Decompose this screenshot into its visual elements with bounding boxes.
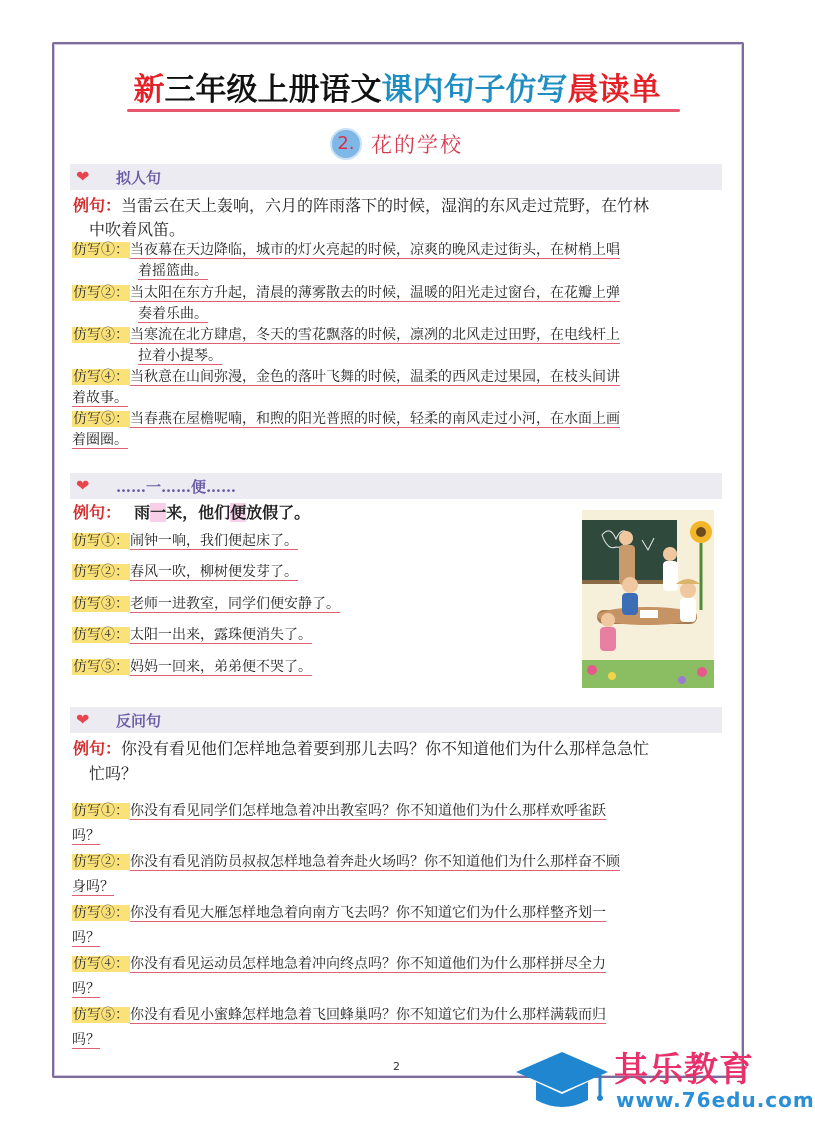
title-underline xyxy=(127,109,680,112)
title-part-grade: 三年级上册语文 xyxy=(164,72,382,108)
imitation-text: 当寒流在北方肆虐，冬天的雪花飘落的时候，凛冽的北风走过田野，在电线杆上 xyxy=(130,327,620,343)
imitation-text: 奏着乐曲。 xyxy=(138,306,208,322)
example-part: 放假了。 xyxy=(246,503,311,522)
imitation-tag: 仿写①： xyxy=(73,803,129,819)
imitation-text: 闹钟一响，我们便起床了。 xyxy=(130,533,298,549)
imitation-item-cont xyxy=(72,877,114,898)
example-label: 例句： xyxy=(73,196,122,215)
section-title: 反问句 xyxy=(116,712,162,730)
imitation-text: 身吗？ xyxy=(72,879,114,895)
lesson-subtitle xyxy=(0,128,793,160)
page-title xyxy=(52,64,742,109)
imitation-text: 吗？ xyxy=(72,828,100,844)
imitation-item-cont xyxy=(72,979,100,1000)
example-sentence xyxy=(73,193,649,218)
heart-icon: ❤ xyxy=(76,476,90,495)
imitation-item xyxy=(72,954,606,975)
imitation-item xyxy=(72,625,312,646)
imitation-item-cont xyxy=(72,928,100,949)
example-keyword: 便 xyxy=(230,503,247,522)
example-part: 来，他们 xyxy=(166,503,231,522)
imitation-item-cont xyxy=(72,388,128,409)
imitation-text: 拉着小提琴。 xyxy=(138,348,222,364)
imitation-tag: 仿写③： xyxy=(73,327,129,343)
example-sentence-cont xyxy=(89,217,185,242)
imitation-tag: 仿写③： xyxy=(73,596,129,612)
imitation-tag: 仿写②： xyxy=(73,854,129,870)
example-sentence xyxy=(73,736,649,761)
imitation-text: 吗？ xyxy=(72,930,100,946)
imitation-text: 吗？ xyxy=(72,1032,100,1048)
imitation-text: 当秋意在山间弥漫，金色的落叶飞舞的时候，温柔的西风走过果园，在枝头间讲 xyxy=(130,369,620,385)
imitation-text: 春风一吹，柳树便发芽了。 xyxy=(130,564,298,580)
imitation-text: 着故事。 xyxy=(72,390,128,406)
example-line: 当雷云在天上轰响，六月的阵雨落下的时候，湿润的东风走过荒野，在竹林 xyxy=(121,196,650,215)
imitation-item xyxy=(72,409,620,430)
imitation-item-cont xyxy=(72,430,128,451)
section-title: ……一……便…… xyxy=(116,478,237,496)
lesson-number-badge: 2. xyxy=(330,128,362,160)
imitation-text: 当太阳在东方升起，清晨的薄雾散去的时候，温暖的阳光走过窗台，在花瓣上弹 xyxy=(130,285,620,301)
example-line: 你没有看见他们怎样地急着要到那儿去吗？你不知道他们为什么那样急急忙 xyxy=(121,739,650,758)
imitation-text: 着圈圈。 xyxy=(72,432,128,448)
example-line: 忙吗？ xyxy=(89,764,138,783)
imitation-item xyxy=(72,801,606,822)
imitation-item xyxy=(72,240,620,261)
imitation-text: 你没有看见消防员叔叔怎样地急着奔赴火场吗？你不知道他们为什么那样奋不顾 xyxy=(130,854,620,870)
example-sentence xyxy=(73,500,310,525)
imitation-text: 吗？ xyxy=(72,981,100,997)
imitation-item-cont xyxy=(138,304,208,325)
example-label: 例句： xyxy=(73,739,122,758)
example-part: 雨 xyxy=(134,503,151,522)
graduation-cap-icon xyxy=(512,1046,612,1116)
imitation-tag: 仿写①： xyxy=(73,533,129,549)
imitation-item xyxy=(72,531,298,552)
imitation-text: 当春燕在屋檐呢喃，和煦的阳光普照的时候，轻柔的南风走过小河，在水面上画 xyxy=(130,411,620,427)
section-header-rhetorical-question xyxy=(70,707,722,733)
imitation-tag: 仿写④： xyxy=(73,369,129,385)
imitation-item xyxy=(72,367,620,388)
imitation-tag: 仿写①： xyxy=(73,242,129,258)
imitation-item xyxy=(72,852,620,873)
imitation-text: 老师一进教室，同学们便安静了。 xyxy=(130,596,340,612)
imitation-tag: 仿写③： xyxy=(73,905,129,921)
imitation-tag: 仿写②： xyxy=(73,285,129,301)
imitation-item-cont xyxy=(138,261,208,282)
classroom-illustration xyxy=(582,510,714,688)
imitation-tag: 仿写⑤： xyxy=(73,1007,129,1023)
imitation-item-cont xyxy=(72,1030,100,1051)
section-title: 拟人句 xyxy=(116,169,162,187)
title-part-new: 新 xyxy=(133,72,165,108)
imitation-tag: 仿写②： xyxy=(73,564,129,580)
example-sentence-cont xyxy=(89,761,137,786)
section-header-once-then xyxy=(70,473,722,499)
heart-icon: ❤ xyxy=(76,167,90,186)
imitation-item xyxy=(72,594,340,615)
imitation-item xyxy=(72,283,620,304)
heart-icon: ❤ xyxy=(76,710,90,729)
imitation-tag: 仿写⑤： xyxy=(73,659,129,675)
imitation-text: 妈妈一回来，弟弟便不哭了。 xyxy=(130,659,312,675)
imitation-text: 着摇篮曲。 xyxy=(138,263,208,279)
imitation-text: 当夜幕在天边降临，城市的灯火亮起的时候，凉爽的晚风走过街头，在树梢上唱 xyxy=(130,242,620,258)
title-part-topic: 课内句子仿写 xyxy=(381,72,568,108)
imitation-item-cont xyxy=(72,826,100,847)
imitation-tag: 仿写⑤： xyxy=(73,411,129,427)
page-number: 2 xyxy=(393,1060,400,1073)
example-keyword: 一 xyxy=(150,503,167,522)
imitation-tag: 仿写④： xyxy=(73,627,129,643)
imitation-text: 你没有看见同学们怎样地急着冲出教室吗？你不知道他们为什么那样欢呼雀跃 xyxy=(130,803,606,819)
imitation-text: 太阳一出来，露珠便消失了。 xyxy=(130,627,312,643)
brand-name: 其乐教育 xyxy=(614,1050,754,1090)
brand-url: www.76edu.com xyxy=(616,1088,815,1112)
example-label: 例句： xyxy=(73,503,122,522)
imitation-item xyxy=(72,657,312,678)
example-line: 中吹着风笛。 xyxy=(89,220,186,239)
imitation-tag: 仿写④： xyxy=(73,956,129,972)
imitation-item xyxy=(72,903,606,924)
title-part-sheet: 晨读单 xyxy=(567,72,661,108)
imitation-text: 你没有看见运动员怎样地急着冲向终点吗？你不知道他们为什么那样拼尽全力 xyxy=(130,956,606,972)
imitation-text: 你没有看见小蜜蜂怎样地急着飞回蜂巢吗？你不知道它们为什么那样满载而归 xyxy=(130,1007,606,1023)
imitation-item xyxy=(72,1005,606,1026)
imitation-text: 你没有看见大雁怎样地急着向南方飞去吗？你不知道它们为什么那样整齐划一 xyxy=(130,905,606,921)
imitation-item xyxy=(72,562,298,583)
imitation-item-cont xyxy=(138,346,222,367)
section-header-personification xyxy=(70,164,722,190)
brand-logo xyxy=(512,1046,815,1116)
imitation-item xyxy=(72,325,620,346)
lesson-title: 花的学校 xyxy=(371,133,464,157)
